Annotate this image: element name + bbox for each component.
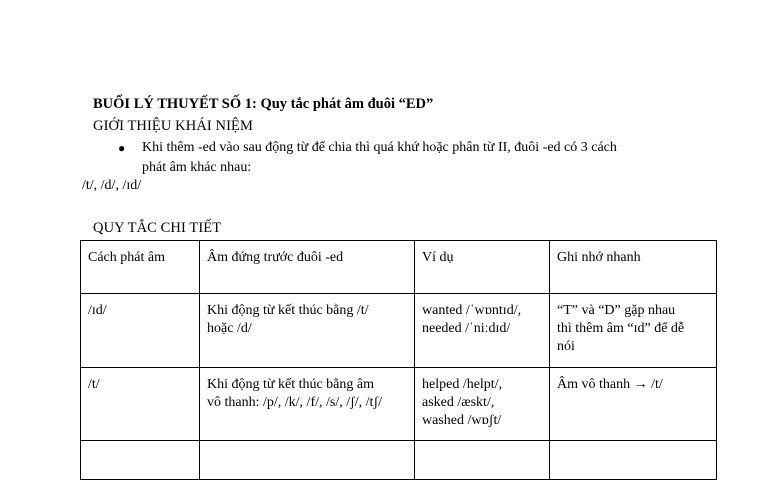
rules-heading: QUY TẮC CHI TIẾT xyxy=(93,220,222,236)
intro-bullet-line: phát âm khác nhau: xyxy=(142,160,252,175)
cell-preceding-sound xyxy=(200,294,415,368)
intro-bullet-line: Khi thêm -ed vào sau động từ để chia thì quá khứ hoặc phân từ II, đuôi -ed có 3 cách xyxy=(142,140,617,155)
cell-line: vô thanh: /p/, /k/, /f/, /s/, /ʃ/, /tʃ/ xyxy=(207,395,382,410)
intro-heading: GIỚI THIỆU KHÁI NIỆM xyxy=(93,118,253,134)
cell-empty xyxy=(81,441,200,480)
rules-table xyxy=(80,240,717,480)
cell-line: Khi động từ kết thúc bằng /t/ xyxy=(207,303,369,318)
cell-preceding-sound xyxy=(200,368,415,441)
cell-line: Khi động từ kết thúc bằng âm xyxy=(207,377,375,392)
cell-examples xyxy=(415,294,550,368)
cell-examples xyxy=(415,368,550,441)
cell-line: asked /æskt/, xyxy=(422,395,495,410)
table-row xyxy=(81,368,717,441)
cell-empty xyxy=(550,441,717,480)
lesson-title: BUỔI LÝ THUYẾT SỐ 1: Quy tắc phát âm đuôi “ED” xyxy=(93,96,434,112)
ed-sounds-list: /t/, /d/, /ɪd/ xyxy=(82,178,142,193)
cell-line: helped /helpt/, xyxy=(422,377,503,392)
cell-line: washed /wɒʃt/ xyxy=(422,413,502,428)
table-header-row xyxy=(81,241,717,294)
header-preceding-sound: Âm đứng trước đuôi -ed xyxy=(200,241,415,294)
cell-line: hoặc /d/ xyxy=(207,321,252,336)
cell-tip xyxy=(550,368,717,441)
intro-bullet-text xyxy=(142,138,702,178)
header-pronunciation: Cách phát âm xyxy=(81,241,200,294)
header-examples: Ví dụ xyxy=(415,241,550,294)
cell-line: needed /ˈniːdɪd/ xyxy=(422,321,511,336)
cell-line: Âm vô thanh → /t/ xyxy=(557,377,663,392)
cell-empty xyxy=(200,441,415,480)
table-row xyxy=(81,441,717,480)
cell-line: thì thêm âm “ɪd” để dễ xyxy=(557,321,685,336)
table-row xyxy=(81,294,717,368)
cell-line: “T” và “D” gặp nhau xyxy=(557,303,676,318)
cell-line: nói xyxy=(557,339,575,354)
cell-line: wanted /ˈwɒntɪd/, xyxy=(422,303,522,318)
cell-sound: /ɪd/ xyxy=(81,294,200,368)
cell-empty xyxy=(415,441,550,480)
cell-sound: /t/ xyxy=(81,368,200,441)
header-quick-tip: Ghi nhớ nhanh xyxy=(550,241,717,294)
cell-tip xyxy=(550,294,717,368)
bullet-icon: ● xyxy=(118,141,126,155)
